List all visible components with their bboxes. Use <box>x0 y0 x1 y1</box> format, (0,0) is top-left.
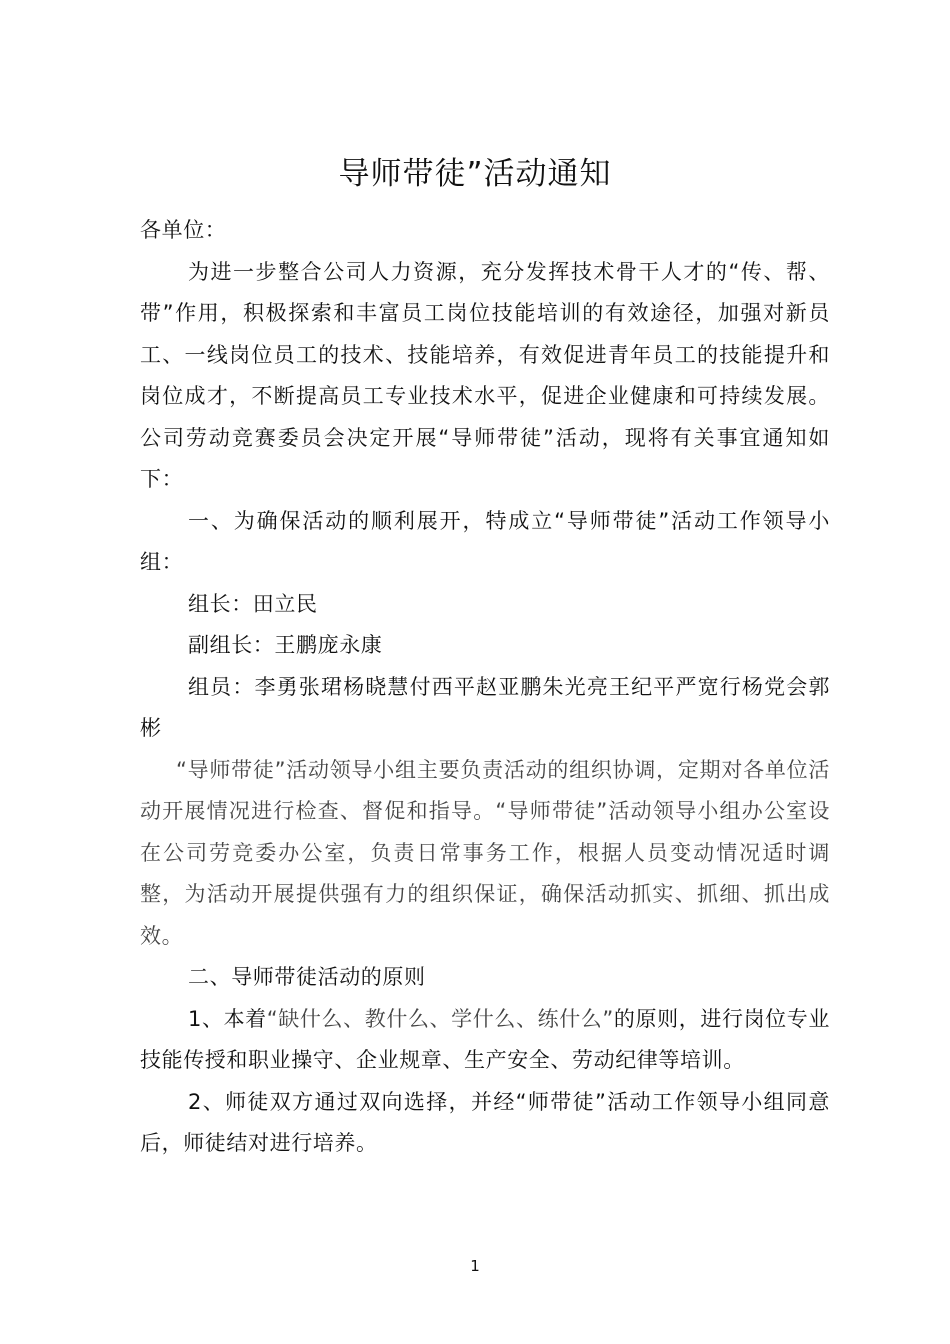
principle-one-quote: “缺什么、教什么、学什么、练什么” <box>266 1006 614 1031</box>
section-two-heading: 二、导师带徒活动的原则 <box>188 965 426 989</box>
principle-one <box>140 999 830 1082</box>
principle-two: 2、师徒双方通过双向选择，并经“师带徒”活动工作领导小组同意后，师徒结对进行培养。 <box>140 1089 830 1155</box>
deputy-group-leader: 副组长：王鹏庞永康 <box>188 633 383 657</box>
document-title: 导师带徒”活动通知 <box>338 156 612 192</box>
principle-one-after: 的原则，进行岗位专业技能传授和职业操守、企业规章、生产安全、劳动纪律等培训。 <box>140 1006 830 1072</box>
salutation: 各单位： <box>140 218 227 242</box>
group-leader: 组长：田立民 <box>188 591 318 616</box>
page-number: 1 <box>470 1257 480 1275</box>
group-members: 组员：李勇张珺杨晓慧付西平赵亚鹏朱光亮王纪平严宽行杨党会郭彬 <box>140 674 830 740</box>
group-responsibilities: “导师带徒”活动领导小组主要负责活动的组织协调，定期对各单位活动开展情况进行检查、督促和指导。“导师带徒”活动领导小组办公室设在公司劳竞委办公室，负责日常事务工作，根据人员变动情况适时调整，为活动开展提供强有力的组织保证，确保活动抓实、抓细、抓出成效。 <box>140 757 830 948</box>
intro-paragraph: 为进一步整合公司人力资源，充分发挥技术骨干人才的“传、帮、带”作用，积极探索和丰富员工岗位技能培训的有效途径，加强对新员工、一线岗位员工的技术、技能培养，有效促进青年员工的技能提升和岗位成才，不断提高员工专业技术水平，促进企业健康和可持续发展。公司劳动竞赛委员会决定开展“导师带徒”活动，现将有关事宜通知如下： <box>140 259 830 491</box>
section-one-heading: 一、为确保活动的顺利展开，特成立“导师带徒”活动工作领导小组： <box>140 508 830 574</box>
document-body <box>140 210 830 1165</box>
principle-one-before: 1、本着 <box>188 1006 267 1031</box>
